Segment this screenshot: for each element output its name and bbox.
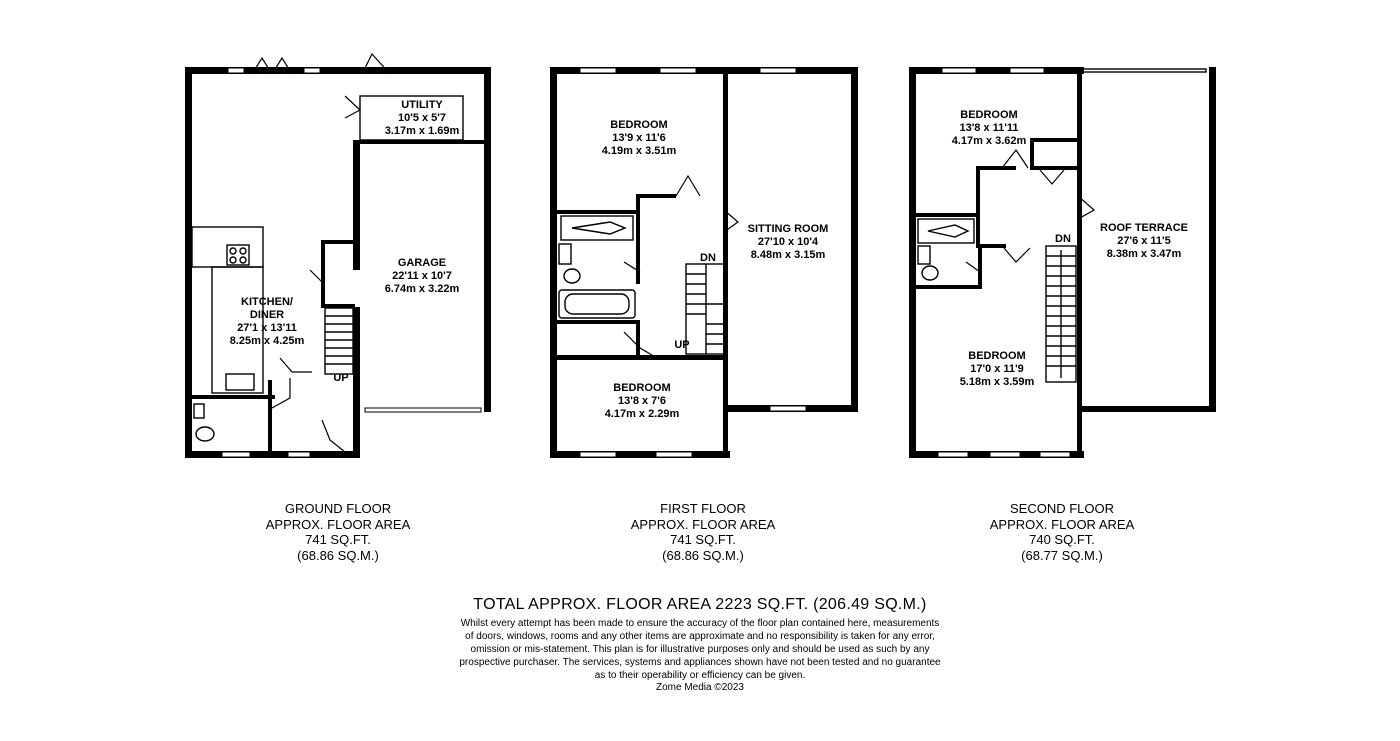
floor-name: GROUND FLOOR [284, 501, 392, 516]
window [770, 406, 806, 411]
basin [194, 404, 204, 418]
room-metric: 5.18m x 3.59m [959, 376, 1035, 388]
wall [325, 240, 355, 244]
window [1010, 68, 1044, 73]
second-stairs [1046, 246, 1076, 382]
floor-area-sqft: 740 SQ.FT. [1029, 532, 1095, 547]
wall [976, 168, 980, 248]
floor-area-sqm: (68.86 SQ.M.) [662, 547, 744, 563]
window [760, 68, 796, 73]
wall [550, 67, 557, 458]
wall [557, 320, 639, 324]
window [288, 452, 310, 457]
wall [1030, 166, 1080, 170]
wall [557, 355, 725, 360]
ground-floor-plan [185, 54, 491, 458]
shower [918, 219, 974, 243]
wall [636, 194, 676, 198]
room-imperial: 10'5 x 5'7 [397, 112, 447, 124]
window [228, 68, 244, 73]
wall [976, 166, 1016, 170]
garage-door [365, 408, 481, 412]
room-name: ROOF TERRACE [1100, 222, 1188, 234]
room-metric: 6.74m x 3.22m [384, 283, 460, 295]
wall [723, 67, 728, 458]
floor-area-sqm: (68.77 SQ.M.) [1021, 547, 1103, 563]
bath-inner [565, 294, 629, 314]
room-metric: 8.38m x 3.47m [1106, 248, 1182, 260]
room-metric: 4.17m x 3.62m [951, 135, 1027, 147]
wall [909, 67, 1084, 74]
room-metric: 3.17m x 1.69m [384, 125, 460, 137]
wall [353, 307, 360, 458]
basin [918, 246, 930, 264]
wall [1209, 67, 1216, 412]
window [990, 452, 1020, 457]
disclaimer-line: as to their operability or efficiency can be given. [594, 670, 806, 681]
stairs-up-label: UP [333, 372, 349, 384]
window [304, 68, 320, 73]
stairs-down-label: DN [1055, 233, 1071, 245]
wall [636, 320, 640, 358]
disclaimer-line: prospective purchaser. The services, systems and appliances shown have not been tested and no guarantee [459, 657, 941, 668]
door [624, 176, 738, 355]
wall [268, 380, 272, 458]
wall [185, 67, 192, 458]
stairs-down-label: DN [700, 252, 716, 264]
wall [353, 140, 360, 270]
sink [226, 374, 254, 390]
floor-area-sqft: 741 SQ.FT. [670, 532, 736, 547]
wall [1030, 138, 1034, 170]
wall [916, 285, 982, 289]
window [1040, 452, 1070, 457]
shower-tray [928, 225, 968, 237]
floor-area-sqm: (68.86 SQ.M.) [297, 547, 379, 563]
wall [909, 67, 916, 458]
window [938, 452, 968, 457]
hob-ring [240, 257, 246, 263]
wall [1077, 67, 1082, 458]
room-name: KITCHEN/ [241, 296, 293, 308]
copyright: Zome Media ©2023 [656, 682, 744, 693]
wall [978, 246, 982, 289]
floor-area-sqft: 741 SQ.FT. [305, 532, 371, 547]
window [660, 68, 696, 73]
room-name: BEDROOM [960, 109, 1018, 121]
room-metric: 8.25m x 4.25m [229, 335, 305, 347]
wall [185, 395, 275, 399]
room-metric: 4.19m x 3.51m [601, 145, 677, 157]
floor-name: SECOND FLOOR [1009, 501, 1114, 516]
floor-area-label: APPROX. FLOOR AREA [989, 516, 1135, 532]
room-name: BEDROOM [613, 382, 671, 394]
wall [1077, 406, 1216, 412]
wall [916, 213, 978, 217]
wall [1030, 138, 1080, 142]
second-floor-plan [909, 67, 1216, 458]
shower-tray [572, 222, 625, 234]
toilet [564, 269, 580, 283]
disclaimer-line: omission or mis-statement. This plan is for illustrative purposes only and should be used as such by any [470, 644, 930, 655]
room-name: UTILITY [401, 99, 443, 111]
hob-ring [230, 248, 236, 254]
hob-ring [240, 248, 246, 254]
wall [557, 210, 639, 214]
window [942, 68, 976, 73]
toilet [196, 427, 214, 441]
ground-stairs [325, 308, 353, 374]
wall [851, 67, 858, 412]
wall [978, 244, 1006, 248]
room-metric: 4.17m x 2.29m [604, 408, 680, 420]
room-metric: 8.48m x 3.15m [750, 249, 826, 261]
window [580, 68, 616, 73]
wall [321, 240, 325, 308]
room-imperial: 13'9 x 11'6 [612, 132, 666, 144]
hob-ring [230, 257, 236, 263]
second-floor-caption [932, 501, 1192, 563]
door [345, 54, 390, 118]
window [222, 452, 250, 457]
first-stairs [686, 264, 724, 354]
toilet [922, 266, 938, 280]
wall [484, 67, 491, 412]
room-name: SITTING ROOM [747, 223, 829, 235]
shower [561, 216, 633, 240]
total-floor-area: TOTAL APPROX. FLOOR AREA 2223 SQ.FT. (206.49 SQ.M.) [473, 596, 927, 613]
window [656, 452, 692, 457]
floor-area-label: APPROX. FLOOR AREA [630, 516, 776, 532]
basin [559, 244, 571, 264]
room-imperial: 22'11 x 10'7 [392, 270, 452, 282]
room-imperial: 27'6 x 11'5 [1117, 235, 1171, 247]
room-imperial: 17'0 x 11'9 [970, 363, 1024, 375]
window [580, 452, 616, 457]
room-imperial: 13'8 x 7'6 [617, 395, 667, 407]
room-imperial: 13'8 x 11'11 [959, 122, 1019, 134]
disclaimer [390, 617, 1010, 682]
ground-floor-caption [208, 501, 468, 563]
room-name-line2: DINER [249, 309, 285, 321]
first-floor-plan [550, 67, 858, 458]
disclaimer-line: Whilst every attempt has been made to ensure the accuracy of the floor plan contained here, measurements [460, 618, 940, 629]
floor-name: FIRST FLOOR [660, 501, 746, 516]
terrace-balustrade [1082, 69, 1206, 72]
room-name: BEDROOM [610, 119, 668, 131]
room-imperial: 27'1 x 13'11 [237, 322, 297, 334]
room-name: BEDROOM [968, 350, 1026, 362]
first-floor-caption [573, 501, 833, 563]
disclaimer-line: of doors, windows, rooms and any other items are approximate and no responsibility is taken for any error, [465, 631, 935, 642]
floor-area-label: APPROX. FLOOR AREA [265, 516, 411, 532]
room-name: GARAGE [397, 257, 447, 269]
wall [550, 451, 730, 458]
room-imperial: 27'10 x 10'4 [757, 236, 819, 248]
stairs-up-label: UP [674, 339, 690, 351]
